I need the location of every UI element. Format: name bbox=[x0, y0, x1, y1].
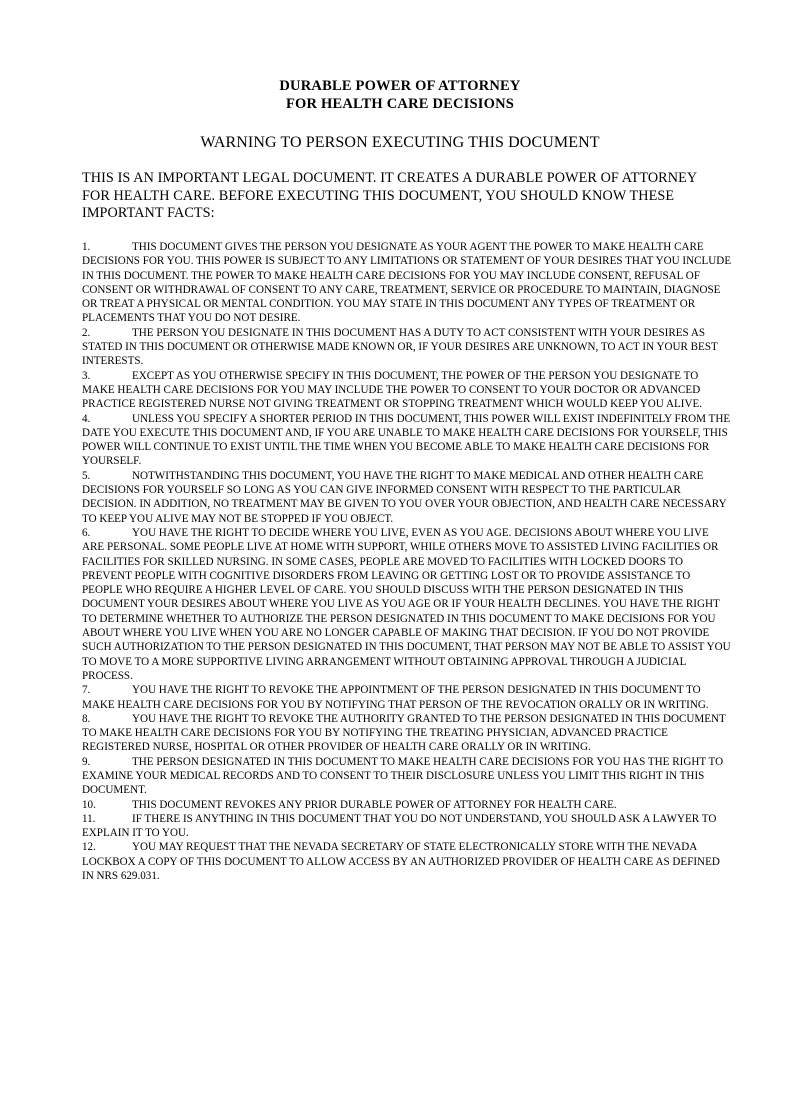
fact-number: 7. bbox=[82, 684, 91, 697]
fact-number: 9. bbox=[82, 755, 91, 768]
fact-text: THIS DOCUMENT REVOKES ANY PRIOR DURABLE POWER OF ATTORNEY FOR HEALTH CARE. bbox=[132, 798, 617, 811]
fact-text: YOU HAVE THE RIGHT TO DECIDE WHERE YOU LIVE, EVEN AS YOU AGE. DECISIONS ABOUT WHERE YOU LIVE ARE PERSONAL. SOME PEOPLE LIVE AT HOME WITH SUPPORT, WHILE OTHERS MOVE TO ASSISTED LIVING FACILITIES OR FACILITIES FOR SKILLED NURSING. IN SOME CASES, PEOPLE ARE MOVED TO FACILITIES WITH LOCKED DOORS TO PREVENT PEOPLE WITH COGNITIVE DISORDERS FROM LEAVING OR GETTING LOST OR TO PROVIDE ASSISTANCE TO PEOPLE WHO REQUIRE A HIGHER LEVEL OF CARE. YOU SHOULD DISCUSS WITH THE PERSON DESIGNATED IN THIS DOCUMENT YOUR DESIRES ABOUT WHERE YOU LIVE AS YOU AGE OR IF YOUR HEALTH DECLINES. YOU HAVE THE RIGHT TO DETERMINE WHETHER TO AUTHORIZE THE PERSON DESIGNATED IN THIS DOCUMENT TO MAKE DECISIONS FOR YOU ABOUT WHERE YOU LIVE WHEN YOU ARE NO LONGER CAPABLE OF MAKING THAT DECISION. IF YOU DO NOT PROVIDE SUCH AUTHORIZATION TO THE PERSON DESIGNATED IN THIS DOCUMENT, THAT PERSON MAY NOT BE ABLE TO ASSIST YOU TO MOVE TO A MORE SUPPORTIVE LIVING ARRANGEMENT WITHOUT OBTAINING APPROVAL THROUGH A JUDICIAL PROCESS. bbox=[82, 526, 731, 682]
document-title-line-1: DURABLE POWER OF ATTORNEY bbox=[279, 78, 521, 94]
fact-number: 1. bbox=[82, 241, 91, 253]
fact-item-6 bbox=[82, 526, 732, 683]
intro-paragraph: THIS IS AN IMPORTANT LEGAL DOCUMENT. IT CREATES A DURABLE POWER OF ATTORNEY FOR HEALTH CARE. BEFORE EXECUTING THIS DOCUMENT, YOU SHOULD KNOW THESE IMPORTANT FACTS: bbox=[82, 170, 697, 221]
fact-text: UNLESS YOU SPECIFY A SHORTER PERIOD IN THIS DOCUMENT, THIS POWER WILL EXIST INDEFINITELY FROM THE DATE YOU EXECUTE THIS DOCUMENT AND, IF YOU ARE UNABLE TO MAKE HEALTH CARE DECISIONS FOR YOURSELF, THIS POWER WILL CONTINUE TO EXIST UNTIL THE TIME WHEN YOU BECOME ABLE TO MAKE HEALTH CARE DECISIONS FOR YOURSELF. bbox=[82, 412, 731, 468]
fact-number: 11. bbox=[82, 812, 96, 825]
fact-item-8 bbox=[82, 712, 732, 755]
fact-text: THIS DOCUMENT GIVES THE PERSON YOU DESIGNATE AS YOUR AGENT THE POWER TO MAKE HEALTH CARE DECISIONS FOR YOU. THIS POWER IS SUBJECT TO ANY LIMITATIONS OR STATEMENT OF YOUR DESIRES THAT YOU INCLUDE IN THIS DOCUMENT. THE POWER TO MAKE HEALTH CARE DECISIONS FOR YOU MAY INCLUDE CONSENT, REFUSAL OF CONSENT OR WITHDRAWAL OF CONSENT TO ANY CARE, TREATMENT, SERVICE OR PROCEDURE TO MAINTAIN, DIAGNOSE OR TREAT A PHYSICAL OR MENTAL CONDITION. YOU MAY STATE IN THIS DOCUMENT ANY TYPES OF TREATMENT OR PLACEMENTS THAT YOU DO NOT DESIRE. bbox=[82, 241, 732, 325]
fact-text: THE PERSON DESIGNATED IN THIS DOCUMENT TO MAKE HEALTH CARE DECISIONS FOR YOU HAS THE RIGHT TO EXAMINE YOUR MEDICAL RECORDS AND TO CONSENT TO THEIR DISCLOSURE UNLESS YOU LIMIT THIS RIGHT IN THIS DOCUMENT. bbox=[82, 755, 724, 797]
fact-number: 2. bbox=[82, 326, 91, 339]
fact-text: IF THERE IS ANYTHING IN THIS DOCUMENT THAT YOU DO NOT UNDERSTAND, YOU SHOULD ASK A LAWYER TO EXPLAIN IT TO YOU. bbox=[82, 812, 717, 840]
fact-number: 12. bbox=[82, 841, 96, 854]
fact-item-3 bbox=[82, 369, 732, 412]
fact-item-4 bbox=[82, 412, 732, 469]
fact-text: EXCEPT AS YOU OTHERWISE SPECIFY IN THIS DOCUMENT, THE POWER OF THE PERSON YOU DESIGNATE TO MAKE HEALTH CARE DECISIONS FOR YOU MAY INCLUDE THE POWER TO CONSENT TO YOUR DOCTOR OR ADVANCED PRACTICE REGISTERED NURSE NOT GIVING TREATMENT OR STOPPING TREATMENT WHICH WOULD KEEP YOU ALIVE. bbox=[82, 369, 703, 411]
fact-text: YOU HAVE THE RIGHT TO REVOKE THE AUTHORITY GRANTED TO THE PERSON DESIGNATED IN THIS DOCUMENT TO MAKE HEALTH CARE DECISIONS FOR YOU BY NOTIFYING THE TREATING PHYSICIAN, ADVANCED PRACTICE REGISTERED NURSE, HOSPITAL OR OTHER PROVIDER OF HEALTH CARE ORALLY OR IN WRITING. bbox=[82, 712, 726, 754]
fact-text: THE PERSON YOU DESIGNATE IN THIS DOCUMENT HAS A DUTY TO ACT CONSISTENT WITH YOUR DESIRES AS STATED IN THIS DOCUMENT OR OTHERWISE MADE KNOWN OR, IF YOUR DESIRES ARE UNKNOWN, TO ACT IN YOUR BEST INTERESTS. bbox=[82, 326, 718, 368]
fact-number: 10. bbox=[82, 798, 96, 811]
fact-number: 5. bbox=[82, 469, 91, 482]
fact-item-11 bbox=[82, 812, 732, 841]
fact-item-2 bbox=[82, 326, 732, 369]
warning-heading: WARNING TO PERSON EXECUTING THIS DOCUMENT bbox=[200, 134, 600, 151]
fact-item-12 bbox=[82, 840, 732, 883]
fact-number: 6. bbox=[82, 526, 91, 539]
fact-number: 3. bbox=[82, 369, 91, 382]
fact-text: NOTWITHSTANDING THIS DOCUMENT, YOU HAVE THE RIGHT TO MAKE MEDICAL AND OTHER HEALTH CARE DECISIONS FOR YOURSELF SO LONG AS YOU CAN GIVE INFORMED CONSENT WITH RESPECT TO THE PARTICULAR DECISION. IN ADDITION, NO TREATMENT MAY BE GIVEN TO YOU OVER YOUR OBJECTION, AND HEALTH CARE NECESSARY TO KEEP YOU ALIVE MAY NOT BE STOPPED IF YOU OBJECT. bbox=[82, 469, 727, 525]
fact-item-5 bbox=[82, 469, 732, 526]
fact-text: YOU HAVE THE RIGHT TO REVOKE THE APPOINTMENT OF THE PERSON DESIGNATED IN THIS DOCUMENT TO MAKE HEALTH CARE DECISIONS FOR YOU BY NOTIFYING THAT PERSON OF THE REVOCATION ORALLY OR IN WRITING. bbox=[82, 684, 709, 711]
fact-text: YOU MAY REQUEST THAT THE NEVADA SECRETARY OF STATE ELECTRONICALLY STORE WITH THE NEVADA LOCKBOX A COPY OF THIS DOCUMENT TO ALLOW ACCESS BY AN AUTHORIZED PROVIDER OF HEALTH CARE AS DEFINED IN NRS 629.031. bbox=[82, 841, 720, 883]
fact-item-10 bbox=[82, 798, 732, 812]
fact-item-9 bbox=[82, 755, 732, 798]
fact-number: 4. bbox=[82, 412, 91, 425]
fact-number: 8. bbox=[82, 712, 91, 725]
facts-list bbox=[82, 240, 732, 883]
document-title-line-2: FOR HEALTH CARE DECISIONS bbox=[285, 96, 515, 112]
fact-item-1 bbox=[82, 240, 732, 326]
fact-item-7 bbox=[82, 683, 732, 712]
